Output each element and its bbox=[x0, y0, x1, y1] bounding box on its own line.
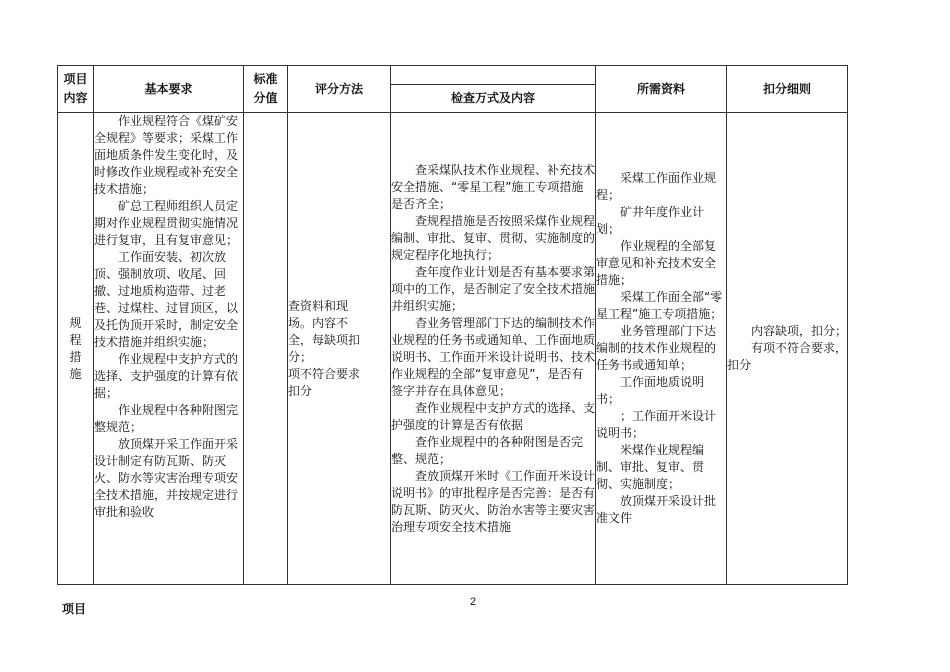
header-scoring-method: 评分方法 bbox=[288, 66, 391, 113]
check-method-cell bbox=[391, 113, 596, 585]
material-item: 矿井年度作业计划； bbox=[596, 205, 705, 236]
check-item: 查采煤队技术作业规程、补充技术安全措施、“零星工程”施工专项措施是否齐全； bbox=[391, 162, 596, 211]
basic-requirement-item: 作业规程符合《煤矿安全规程》等要求；采煤工作面地质条件发生变化时，及时修改作业规程或补充安全技术措施； bbox=[94, 114, 239, 196]
header-item-line2: 内容 bbox=[63, 91, 88, 105]
deduction-rules-cell bbox=[727, 113, 848, 585]
check-item: 杳业务管理部门下达的编制技术作业规程的任务书或通知单、工作面地质说明书、工作面开米设计说明书、技术作业规程的全部“复审意见”，是否有签字并存在具体意见； bbox=[391, 315, 596, 398]
scoring-method-cell bbox=[288, 113, 391, 585]
item-regulation-measures bbox=[58, 113, 94, 585]
material-item: 作业规程的全部复审意见和补充技术安全措施； bbox=[596, 239, 717, 287]
check-item: 查年度作业计划是否有基本要求第项中的工作，是否制定了安全技术措施并组织实施； bbox=[391, 264, 596, 313]
method-line: 项不符合要求 bbox=[288, 366, 361, 381]
basic-requirement-item: 放顶煤开采工作面开采设计制定有防瓦斯、防灭火、防水等灾害治理专项安全技术措施，并按规定进行审批和验收 bbox=[94, 437, 239, 519]
check-item: 查放顶煤开米时《工作面开米设计说明书》的审批程序是否完善：是否有防瓦斯、防灭火、防治水害等主要灾害治理专项安全技术措施 bbox=[391, 468, 596, 534]
header-item-content bbox=[58, 66, 94, 113]
check-item: 查作业规程中的各种附图是否完整、规范； bbox=[391, 434, 584, 466]
scoring-table bbox=[57, 65, 848, 585]
basic-requirement-item: 作业规程中各种附图完整规范； bbox=[94, 403, 239, 434]
basic-requirements-cell bbox=[94, 113, 244, 585]
material-item: 采煤工作面作业规程； bbox=[596, 171, 717, 202]
material-item: 业务管理部门下达编制的技术作业规程的任务书或通知单； bbox=[596, 324, 717, 372]
method-line: 全，每缺项扣 bbox=[288, 332, 361, 347]
material-item: 放顶煤开采设计批准文件 bbox=[596, 494, 717, 525]
material-item: 采煤工作面全部“零星工程”施工专项措施； bbox=[596, 290, 723, 321]
header-deduction-rules: 扣分细则 bbox=[727, 66, 848, 113]
material-item: 工作面地质说明书； bbox=[596, 375, 705, 406]
method-line: 查资料和现 bbox=[288, 298, 349, 313]
header-check-method-content: 检查万式及内容 bbox=[391, 85, 596, 113]
header-score-line1: 标准 bbox=[253, 72, 278, 86]
item-char: 规 bbox=[69, 315, 82, 330]
basic-requirement-item: 矿总工程师组织人员定期对作业规程贯彻实施情况进行复审，且有复审意见； bbox=[94, 199, 239, 247]
deduction-item: 内容缺项，扣分； bbox=[751, 324, 848, 338]
next-table-header-fragment: 项目 bbox=[62, 602, 87, 616]
check-item: 查规程措施是否按照采煤作业规程编制、审批、复审、贯彻、实施制度的规定程序化地执行； bbox=[391, 213, 596, 262]
method-line: 扣分 bbox=[288, 383, 313, 398]
material-item: 米煤作业规程编制、审批、复审、贯彻、实施制度； bbox=[596, 443, 705, 491]
header-check-top-blank bbox=[391, 66, 596, 85]
header-standard-score bbox=[244, 66, 288, 113]
item-char: 程 bbox=[69, 332, 82, 347]
basic-requirement-item: 工作面安装、初次放顶、强制放项、收尾、回撤、过地质构造带、过老巷、过煤柱、过冒顶区，以及托伪顶开采时，制定安全技术措施并组织实施； bbox=[94, 250, 239, 349]
required-materials-cell bbox=[596, 113, 727, 585]
item-char: 施 bbox=[69, 366, 82, 381]
item-char: 措 bbox=[69, 349, 82, 364]
header-score-line2: 分值 bbox=[253, 91, 278, 105]
page-number: 2 bbox=[470, 596, 477, 608]
method-line: 场。内容不 bbox=[288, 315, 349, 330]
header-item-line1: 项目 bbox=[63, 72, 88, 86]
header-required-materials: 所需资料 bbox=[596, 66, 727, 113]
basic-requirement-item: 作业规程中支护方式的选择、支护强度的计算有依据； bbox=[94, 352, 239, 400]
deduction-item: 有项不符合要求，扣分 bbox=[727, 341, 848, 372]
method-line: 分； bbox=[288, 349, 313, 364]
standard-score-cell bbox=[244, 113, 288, 585]
check-item: 查作业规程中支护方式的选择、支护强度的计算是否有依据 bbox=[391, 400, 596, 432]
material-item: ；工作面开米设计说明书； bbox=[596, 409, 717, 440]
header-basic-requirements: 基本要求 bbox=[94, 66, 244, 113]
